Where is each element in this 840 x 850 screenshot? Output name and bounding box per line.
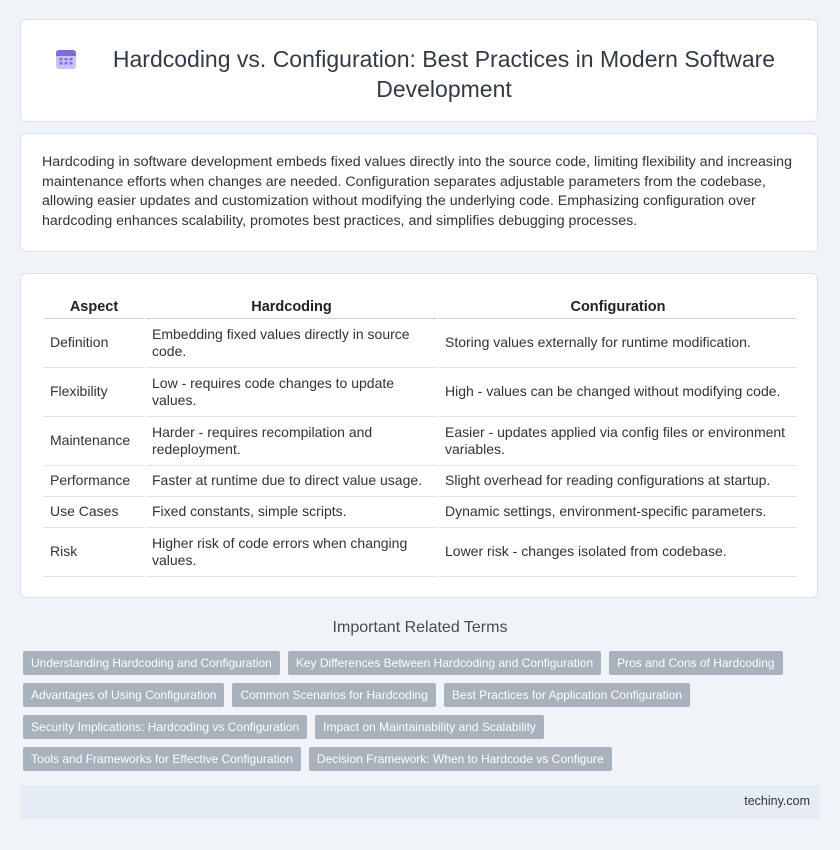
- hardcoding-cell: Fixed constants, simple scripts.: [146, 497, 437, 528]
- calendar-icon: [54, 47, 78, 71]
- site-credit[interactable]: techiny.com: [744, 794, 810, 808]
- intro-paragraph: Hardcoding in software development embeds fixed values directly into the source code, limiting flexibility and increasing maintenance efforts when changes are needed. Configuration separates adjustable parameters from the codebase, allowing easier updates and customization without modifying the underlying code. Emphasizing configuration over hardcoding enhances scalability, promotes best practices, and simplifies debugging processes.: [42, 154, 792, 229]
- related-term-tag[interactable]: Key Differences Between Hardcoding and Configuration: [288, 651, 601, 675]
- table-row: [44, 528, 797, 577]
- comparison-table: [42, 293, 799, 577]
- page-title: Hardcoding vs. Configuration: Best Practices in Modern Software Development: [112, 46, 776, 102]
- configuration-cell: Storing values externally for runtime modification.: [439, 319, 797, 368]
- title-card: [20, 19, 818, 122]
- hardcoding-cell: Low - requires code changes to update values.: [146, 368, 437, 417]
- hardcoding-cell: Higher risk of code errors when changing values.: [146, 528, 437, 577]
- hardcoding-cell: Faster at runtime due to direct value usage.: [146, 466, 437, 497]
- related-term-tag[interactable]: Impact on Maintainability and Scalability: [315, 715, 544, 739]
- header-configuration: Configuration: [439, 293, 797, 319]
- configuration-cell: Dynamic settings, environment-specific parameters.: [439, 497, 797, 528]
- related-term-tag[interactable]: Best Practices for Application Configuration: [444, 683, 690, 707]
- configuration-cell: High - values can be changed without modifying code.: [439, 368, 797, 417]
- aspect-cell: Flexibility: [44, 368, 144, 417]
- configuration-cell: Slight overhead for reading configurations at startup.: [439, 466, 797, 497]
- aspect-cell: Maintenance: [44, 417, 144, 466]
- table-row: [44, 368, 797, 417]
- table-row: [44, 417, 797, 466]
- comparison-table-card: [20, 273, 818, 598]
- related-term-tag[interactable]: Security Implications: Hardcoding vs Configuration: [23, 715, 307, 739]
- related-terms-heading: Important Related Terms: [332, 619, 508, 636]
- intro-card: [20, 133, 818, 252]
- header-hardcoding: Hardcoding: [146, 293, 437, 319]
- related-term-tag[interactable]: Tools and Frameworks for Effective Configuration: [23, 747, 301, 771]
- aspect-cell: Use Cases: [44, 497, 144, 528]
- related-term-tag[interactable]: Decision Framework: When to Hardcode vs Configure: [309, 747, 612, 771]
- related-term-tag[interactable]: Understanding Hardcoding and Configuration: [23, 651, 280, 675]
- header-aspect: Aspect: [44, 293, 144, 319]
- aspect-cell: Performance: [44, 466, 144, 497]
- related-term-tag[interactable]: Pros and Cons of Hardcoding: [609, 651, 782, 675]
- related-term-tag[interactable]: Advantages of Using Configuration: [23, 683, 224, 707]
- table-row: [44, 319, 797, 368]
- aspect-cell: Risk: [44, 528, 144, 577]
- configuration-cell: Easier - updates applied via config files or environment variables.: [439, 417, 797, 466]
- related-terms-list: [23, 651, 813, 779]
- configuration-cell: Lower risk - changes isolated from codebase.: [439, 528, 797, 577]
- aspect-cell: Definition: [44, 319, 144, 368]
- footer: [20, 785, 820, 819]
- hardcoding-cell: Harder - requires recompilation and redeployment.: [146, 417, 437, 466]
- table-row: [44, 497, 797, 528]
- related-term-tag[interactable]: Common Scenarios for Hardcoding: [232, 683, 435, 707]
- table-row: [44, 466, 797, 497]
- hardcoding-cell: Embedding fixed values directly in source code.: [146, 319, 437, 368]
